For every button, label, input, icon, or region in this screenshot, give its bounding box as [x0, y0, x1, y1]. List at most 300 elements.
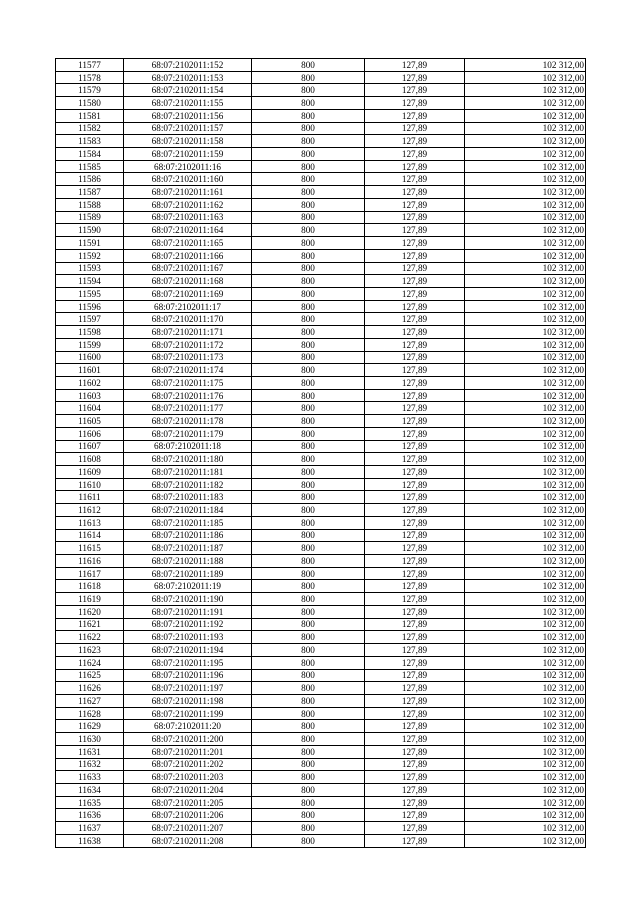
- table-row: [56, 440, 586, 453]
- table-row: [56, 84, 586, 97]
- cadastral-number-cell: 68:07:2102011:165: [124, 237, 252, 250]
- area-cell: 800: [252, 109, 365, 122]
- area-cell: 800: [252, 466, 365, 479]
- table-row: [56, 567, 586, 580]
- cadastral-number-cell: 68:07:2102011:168: [124, 275, 252, 288]
- unit-value-cell: 127,89: [365, 402, 465, 415]
- table-row: [56, 427, 586, 440]
- row-number-cell: 11581: [56, 109, 124, 122]
- row-number-cell: 11578: [56, 71, 124, 84]
- area-cell: 800: [252, 148, 365, 161]
- unit-value-cell: 127,89: [365, 644, 465, 657]
- row-number-cell: 11583: [56, 135, 124, 148]
- cadastral-number-cell: 68:07:2102011:173: [124, 351, 252, 364]
- total-value-cell: 102 312,00: [465, 287, 586, 300]
- area-cell: 800: [252, 300, 365, 313]
- unit-value-cell: 127,89: [365, 224, 465, 237]
- total-value-cell: 102 312,00: [465, 529, 586, 542]
- total-value-cell: 102 312,00: [465, 618, 586, 631]
- cadastral-number-cell: 68:07:2102011:187: [124, 542, 252, 555]
- table-row: [56, 59, 586, 72]
- total-value-cell: 102 312,00: [465, 644, 586, 657]
- total-value-cell: 102 312,00: [465, 504, 586, 517]
- total-value-cell: 102 312,00: [465, 59, 586, 72]
- unit-value-cell: 127,89: [365, 466, 465, 479]
- total-value-cell: 102 312,00: [465, 122, 586, 135]
- area-cell: 800: [252, 491, 365, 504]
- unit-value-cell: 127,89: [365, 97, 465, 110]
- unit-value-cell: 127,89: [365, 745, 465, 758]
- total-value-cell: 102 312,00: [465, 694, 586, 707]
- area-cell: 800: [252, 415, 365, 428]
- row-number-cell: 11610: [56, 478, 124, 491]
- unit-value-cell: 127,89: [365, 618, 465, 631]
- table-row: [56, 771, 586, 784]
- unit-value-cell: 127,89: [365, 834, 465, 847]
- area-cell: 800: [252, 796, 365, 809]
- row-number-cell: 11611: [56, 491, 124, 504]
- table-row: [56, 186, 586, 199]
- row-number-cell: 11584: [56, 148, 124, 161]
- area-cell: 800: [252, 783, 365, 796]
- table-row: [56, 644, 586, 657]
- table-row: [56, 351, 586, 364]
- area-cell: 800: [252, 135, 365, 148]
- unit-value-cell: 127,89: [365, 287, 465, 300]
- area-cell: 800: [252, 186, 365, 199]
- table-row: [56, 694, 586, 707]
- total-value-cell: 102 312,00: [465, 567, 586, 580]
- cadastral-number-cell: 68:07:2102011:20: [124, 720, 252, 733]
- table-row: [56, 745, 586, 758]
- cadastral-number-cell: 68:07:2102011:190: [124, 593, 252, 606]
- area-cell: 800: [252, 644, 365, 657]
- unit-value-cell: 127,89: [365, 173, 465, 186]
- area-cell: 800: [252, 376, 365, 389]
- unit-value-cell: 127,89: [365, 122, 465, 135]
- row-number-cell: 11636: [56, 809, 124, 822]
- table-row: [56, 237, 586, 250]
- area-cell: 800: [252, 656, 365, 669]
- area-cell: 800: [252, 122, 365, 135]
- row-number-cell: 11614: [56, 529, 124, 542]
- row-number-cell: 11608: [56, 453, 124, 466]
- table-row: [56, 300, 586, 313]
- cadastral-number-cell: 68:07:2102011:177: [124, 402, 252, 415]
- total-value-cell: 102 312,00: [465, 135, 586, 148]
- total-value-cell: 102 312,00: [465, 656, 586, 669]
- table-row: [56, 287, 586, 300]
- cadastral-number-cell: 68:07:2102011:195: [124, 656, 252, 669]
- cadastral-number-cell: 68:07:2102011:155: [124, 97, 252, 110]
- row-number-cell: 11607: [56, 440, 124, 453]
- row-number-cell: 11633: [56, 771, 124, 784]
- total-value-cell: 102 312,00: [465, 427, 586, 440]
- area-cell: 800: [252, 822, 365, 835]
- unit-value-cell: 127,89: [365, 59, 465, 72]
- cadastral-number-cell: 68:07:2102011:189: [124, 567, 252, 580]
- area-cell: 800: [252, 529, 365, 542]
- total-value-cell: 102 312,00: [465, 160, 586, 173]
- cadastral-number-cell: 68:07:2102011:166: [124, 249, 252, 262]
- unit-value-cell: 127,89: [365, 593, 465, 606]
- table-row: [56, 364, 586, 377]
- row-number-cell: 11638: [56, 834, 124, 847]
- row-number-cell: 11632: [56, 758, 124, 771]
- row-number-cell: 11594: [56, 275, 124, 288]
- cadastral-number-cell: 68:07:2102011:199: [124, 707, 252, 720]
- cadastral-number-cell: 68:07:2102011:183: [124, 491, 252, 504]
- total-value-cell: 102 312,00: [465, 249, 586, 262]
- table-row: [56, 809, 586, 822]
- cadastral-value-table: [55, 58, 586, 848]
- total-value-cell: 102 312,00: [465, 364, 586, 377]
- row-number-cell: 11589: [56, 211, 124, 224]
- area-cell: 800: [252, 694, 365, 707]
- area-cell: 800: [252, 389, 365, 402]
- cadastral-number-cell: 68:07:2102011:159: [124, 148, 252, 161]
- table-row: [56, 682, 586, 695]
- cadastral-number-cell: 68:07:2102011:175: [124, 376, 252, 389]
- total-value-cell: 102 312,00: [465, 224, 586, 237]
- unit-value-cell: 127,89: [365, 478, 465, 491]
- total-value-cell: 102 312,00: [465, 440, 586, 453]
- table-row: [56, 733, 586, 746]
- total-value-cell: 102 312,00: [465, 466, 586, 479]
- area-cell: 800: [252, 555, 365, 568]
- table-row: [56, 822, 586, 835]
- row-number-cell: 11631: [56, 745, 124, 758]
- row-number-cell: 11635: [56, 796, 124, 809]
- cadastral-number-cell: 68:07:2102011:160: [124, 173, 252, 186]
- unit-value-cell: 127,89: [365, 491, 465, 504]
- cadastral-number-cell: 68:07:2102011:162: [124, 198, 252, 211]
- area-cell: 800: [252, 733, 365, 746]
- table-body: [56, 59, 586, 848]
- table-row: [56, 555, 586, 568]
- table-row: [56, 211, 586, 224]
- cadastral-number-cell: 68:07:2102011:206: [124, 809, 252, 822]
- cadastral-number-cell: 68:07:2102011:167: [124, 262, 252, 275]
- table-row: [56, 656, 586, 669]
- table-row: [56, 415, 586, 428]
- unit-value-cell: 127,89: [365, 453, 465, 466]
- row-number-cell: 11605: [56, 415, 124, 428]
- area-cell: 800: [252, 771, 365, 784]
- area-cell: 800: [252, 427, 365, 440]
- unit-value-cell: 127,89: [365, 109, 465, 122]
- area-cell: 800: [252, 504, 365, 517]
- cadastral-number-cell: 68:07:2102011:201: [124, 745, 252, 758]
- table-row: [56, 109, 586, 122]
- total-value-cell: 102 312,00: [465, 809, 586, 822]
- total-value-cell: 102 312,00: [465, 262, 586, 275]
- area-cell: 800: [252, 338, 365, 351]
- cadastral-number-cell: 68:07:2102011:174: [124, 364, 252, 377]
- table-row: [56, 504, 586, 517]
- cadastral-number-cell: 68:07:2102011:172: [124, 338, 252, 351]
- unit-value-cell: 127,89: [365, 364, 465, 377]
- row-number-cell: 11604: [56, 402, 124, 415]
- cadastral-number-cell: 68:07:2102011:154: [124, 84, 252, 97]
- row-number-cell: 11602: [56, 376, 124, 389]
- row-number-cell: 11625: [56, 669, 124, 682]
- area-cell: 800: [252, 478, 365, 491]
- cadastral-number-cell: 68:07:2102011:200: [124, 733, 252, 746]
- row-number-cell: 11617: [56, 567, 124, 580]
- unit-value-cell: 127,89: [365, 758, 465, 771]
- cadastral-number-cell: 68:07:2102011:161: [124, 186, 252, 199]
- area-cell: 800: [252, 593, 365, 606]
- unit-value-cell: 127,89: [365, 529, 465, 542]
- area-cell: 800: [252, 453, 365, 466]
- unit-value-cell: 127,89: [365, 771, 465, 784]
- unit-value-cell: 127,89: [365, 249, 465, 262]
- unit-value-cell: 127,89: [365, 707, 465, 720]
- total-value-cell: 102 312,00: [465, 211, 586, 224]
- table-row: [56, 275, 586, 288]
- row-number-cell: 11620: [56, 605, 124, 618]
- row-number-cell: 11595: [56, 287, 124, 300]
- cadastral-number-cell: 68:07:2102011:156: [124, 109, 252, 122]
- cadastral-number-cell: 68:07:2102011:194: [124, 644, 252, 657]
- area-cell: 800: [252, 211, 365, 224]
- total-value-cell: 102 312,00: [465, 198, 586, 211]
- total-value-cell: 102 312,00: [465, 389, 586, 402]
- unit-value-cell: 127,89: [365, 605, 465, 618]
- row-number-cell: 11609: [56, 466, 124, 479]
- cadastral-number-cell: 68:07:2102011:181: [124, 466, 252, 479]
- table-row: [56, 71, 586, 84]
- area-cell: 800: [252, 834, 365, 847]
- total-value-cell: 102 312,00: [465, 822, 586, 835]
- area-cell: 800: [252, 669, 365, 682]
- unit-value-cell: 127,89: [365, 631, 465, 644]
- total-value-cell: 102 312,00: [465, 351, 586, 364]
- total-value-cell: 102 312,00: [465, 402, 586, 415]
- row-number-cell: 11592: [56, 249, 124, 262]
- unit-value-cell: 127,89: [365, 516, 465, 529]
- table-row: [56, 313, 586, 326]
- table-row: [56, 173, 586, 186]
- total-value-cell: 102 312,00: [465, 300, 586, 313]
- unit-value-cell: 127,89: [365, 555, 465, 568]
- cadastral-number-cell: 68:07:2102011:169: [124, 287, 252, 300]
- area-cell: 800: [252, 224, 365, 237]
- total-value-cell: 102 312,00: [465, 313, 586, 326]
- cadastral-number-cell: 68:07:2102011:204: [124, 783, 252, 796]
- area-cell: 800: [252, 605, 365, 618]
- cadastral-number-cell: 68:07:2102011:196: [124, 669, 252, 682]
- table-row: [56, 491, 586, 504]
- table-row: [56, 198, 586, 211]
- cadastral-number-cell: 68:07:2102011:18: [124, 440, 252, 453]
- table-row: [56, 529, 586, 542]
- table-row: [56, 478, 586, 491]
- row-number-cell: 11612: [56, 504, 124, 517]
- total-value-cell: 102 312,00: [465, 720, 586, 733]
- total-value-cell: 102 312,00: [465, 84, 586, 97]
- total-value-cell: 102 312,00: [465, 491, 586, 504]
- area-cell: 800: [252, 313, 365, 326]
- row-number-cell: 11587: [56, 186, 124, 199]
- row-number-cell: 11593: [56, 262, 124, 275]
- cadastral-number-cell: 68:07:2102011:170: [124, 313, 252, 326]
- table-row: [56, 720, 586, 733]
- table-row: [56, 262, 586, 275]
- total-value-cell: 102 312,00: [465, 783, 586, 796]
- area-cell: 800: [252, 198, 365, 211]
- row-number-cell: 11601: [56, 364, 124, 377]
- unit-value-cell: 127,89: [365, 351, 465, 364]
- table-row: [56, 224, 586, 237]
- cadastral-number-cell: 68:07:2102011:188: [124, 555, 252, 568]
- table-row: [56, 160, 586, 173]
- area-cell: 800: [252, 682, 365, 695]
- total-value-cell: 102 312,00: [465, 542, 586, 555]
- unit-value-cell: 127,89: [365, 567, 465, 580]
- row-number-cell: 11597: [56, 313, 124, 326]
- cadastral-number-cell: 68:07:2102011:202: [124, 758, 252, 771]
- total-value-cell: 102 312,00: [465, 478, 586, 491]
- row-number-cell: 11577: [56, 59, 124, 72]
- cadastral-number-cell: 68:07:2102011:158: [124, 135, 252, 148]
- total-value-cell: 102 312,00: [465, 733, 586, 746]
- cadastral-number-cell: 68:07:2102011:185: [124, 516, 252, 529]
- total-value-cell: 102 312,00: [465, 707, 586, 720]
- cadastral-number-cell: 68:07:2102011:203: [124, 771, 252, 784]
- unit-value-cell: 127,89: [365, 135, 465, 148]
- unit-value-cell: 127,89: [365, 313, 465, 326]
- area-cell: 800: [252, 97, 365, 110]
- cadastral-number-cell: 68:07:2102011:198: [124, 694, 252, 707]
- unit-value-cell: 127,89: [365, 656, 465, 669]
- area-cell: 800: [252, 249, 365, 262]
- unit-value-cell: 127,89: [365, 262, 465, 275]
- table-row: [56, 516, 586, 529]
- row-number-cell: 11618: [56, 580, 124, 593]
- table-row: [56, 249, 586, 262]
- table-row: [56, 97, 586, 110]
- row-number-cell: 11626: [56, 682, 124, 695]
- row-number-cell: 11603: [56, 389, 124, 402]
- area-cell: 800: [252, 84, 365, 97]
- table-row: [56, 593, 586, 606]
- total-value-cell: 102 312,00: [465, 516, 586, 529]
- cadastral-number-cell: 68:07:2102011:197: [124, 682, 252, 695]
- area-cell: 800: [252, 262, 365, 275]
- unit-value-cell: 127,89: [365, 84, 465, 97]
- cadastral-number-cell: 68:07:2102011:193: [124, 631, 252, 644]
- unit-value-cell: 127,89: [365, 211, 465, 224]
- area-cell: 800: [252, 720, 365, 733]
- total-value-cell: 102 312,00: [465, 605, 586, 618]
- unit-value-cell: 127,89: [365, 733, 465, 746]
- cadastral-number-cell: 68:07:2102011:205: [124, 796, 252, 809]
- unit-value-cell: 127,89: [365, 427, 465, 440]
- cadastral-number-cell: 68:07:2102011:163: [124, 211, 252, 224]
- unit-value-cell: 127,89: [365, 796, 465, 809]
- cadastral-number-cell: 68:07:2102011:192: [124, 618, 252, 631]
- area-cell: 800: [252, 160, 365, 173]
- unit-value-cell: 127,89: [365, 504, 465, 517]
- unit-value-cell: 127,89: [365, 275, 465, 288]
- unit-value-cell: 127,89: [365, 720, 465, 733]
- row-number-cell: 11622: [56, 631, 124, 644]
- row-number-cell: 11599: [56, 338, 124, 351]
- cadastral-number-cell: 68:07:2102011:157: [124, 122, 252, 135]
- area-cell: 800: [252, 745, 365, 758]
- row-number-cell: 11624: [56, 656, 124, 669]
- cadastral-number-cell: 68:07:2102011:17: [124, 300, 252, 313]
- area-cell: 800: [252, 351, 365, 364]
- unit-value-cell: 127,89: [365, 376, 465, 389]
- cadastral-number-cell: 68:07:2102011:171: [124, 326, 252, 339]
- table-row: [56, 376, 586, 389]
- row-number-cell: 11588: [56, 198, 124, 211]
- total-value-cell: 102 312,00: [465, 771, 586, 784]
- row-number-cell: 11628: [56, 707, 124, 720]
- row-number-cell: 11585: [56, 160, 124, 173]
- area-cell: 800: [252, 809, 365, 822]
- unit-value-cell: 127,89: [365, 580, 465, 593]
- area-cell: 800: [252, 326, 365, 339]
- table-row: [56, 758, 586, 771]
- area-cell: 800: [252, 618, 365, 631]
- unit-value-cell: 127,89: [365, 809, 465, 822]
- table-row: [56, 618, 586, 631]
- table-row: [56, 783, 586, 796]
- total-value-cell: 102 312,00: [465, 453, 586, 466]
- unit-value-cell: 127,89: [365, 669, 465, 682]
- total-value-cell: 102 312,00: [465, 97, 586, 110]
- row-number-cell: 11630: [56, 733, 124, 746]
- total-value-cell: 102 312,00: [465, 631, 586, 644]
- table-row: [56, 669, 586, 682]
- total-value-cell: 102 312,00: [465, 593, 586, 606]
- cadastral-number-cell: 68:07:2102011:180: [124, 453, 252, 466]
- unit-value-cell: 127,89: [365, 237, 465, 250]
- area-cell: 800: [252, 275, 365, 288]
- total-value-cell: 102 312,00: [465, 275, 586, 288]
- row-number-cell: 11627: [56, 694, 124, 707]
- table-row: [56, 580, 586, 593]
- unit-value-cell: 127,89: [365, 783, 465, 796]
- total-value-cell: 102 312,00: [465, 109, 586, 122]
- table-row: [56, 122, 586, 135]
- unit-value-cell: 127,89: [365, 300, 465, 313]
- row-number-cell: 11637: [56, 822, 124, 835]
- row-number-cell: 11591: [56, 237, 124, 250]
- unit-value-cell: 127,89: [365, 415, 465, 428]
- total-value-cell: 102 312,00: [465, 148, 586, 161]
- total-value-cell: 102 312,00: [465, 834, 586, 847]
- area-cell: 800: [252, 580, 365, 593]
- unit-value-cell: 127,89: [365, 148, 465, 161]
- area-cell: 800: [252, 364, 365, 377]
- unit-value-cell: 127,89: [365, 186, 465, 199]
- unit-value-cell: 127,89: [365, 338, 465, 351]
- row-number-cell: 11623: [56, 644, 124, 657]
- table-row: [56, 389, 586, 402]
- unit-value-cell: 127,89: [365, 822, 465, 835]
- unit-value-cell: 127,89: [365, 440, 465, 453]
- table-row: [56, 605, 586, 618]
- total-value-cell: 102 312,00: [465, 415, 586, 428]
- area-cell: 800: [252, 440, 365, 453]
- row-number-cell: 11616: [56, 555, 124, 568]
- total-value-cell: 102 312,00: [465, 186, 586, 199]
